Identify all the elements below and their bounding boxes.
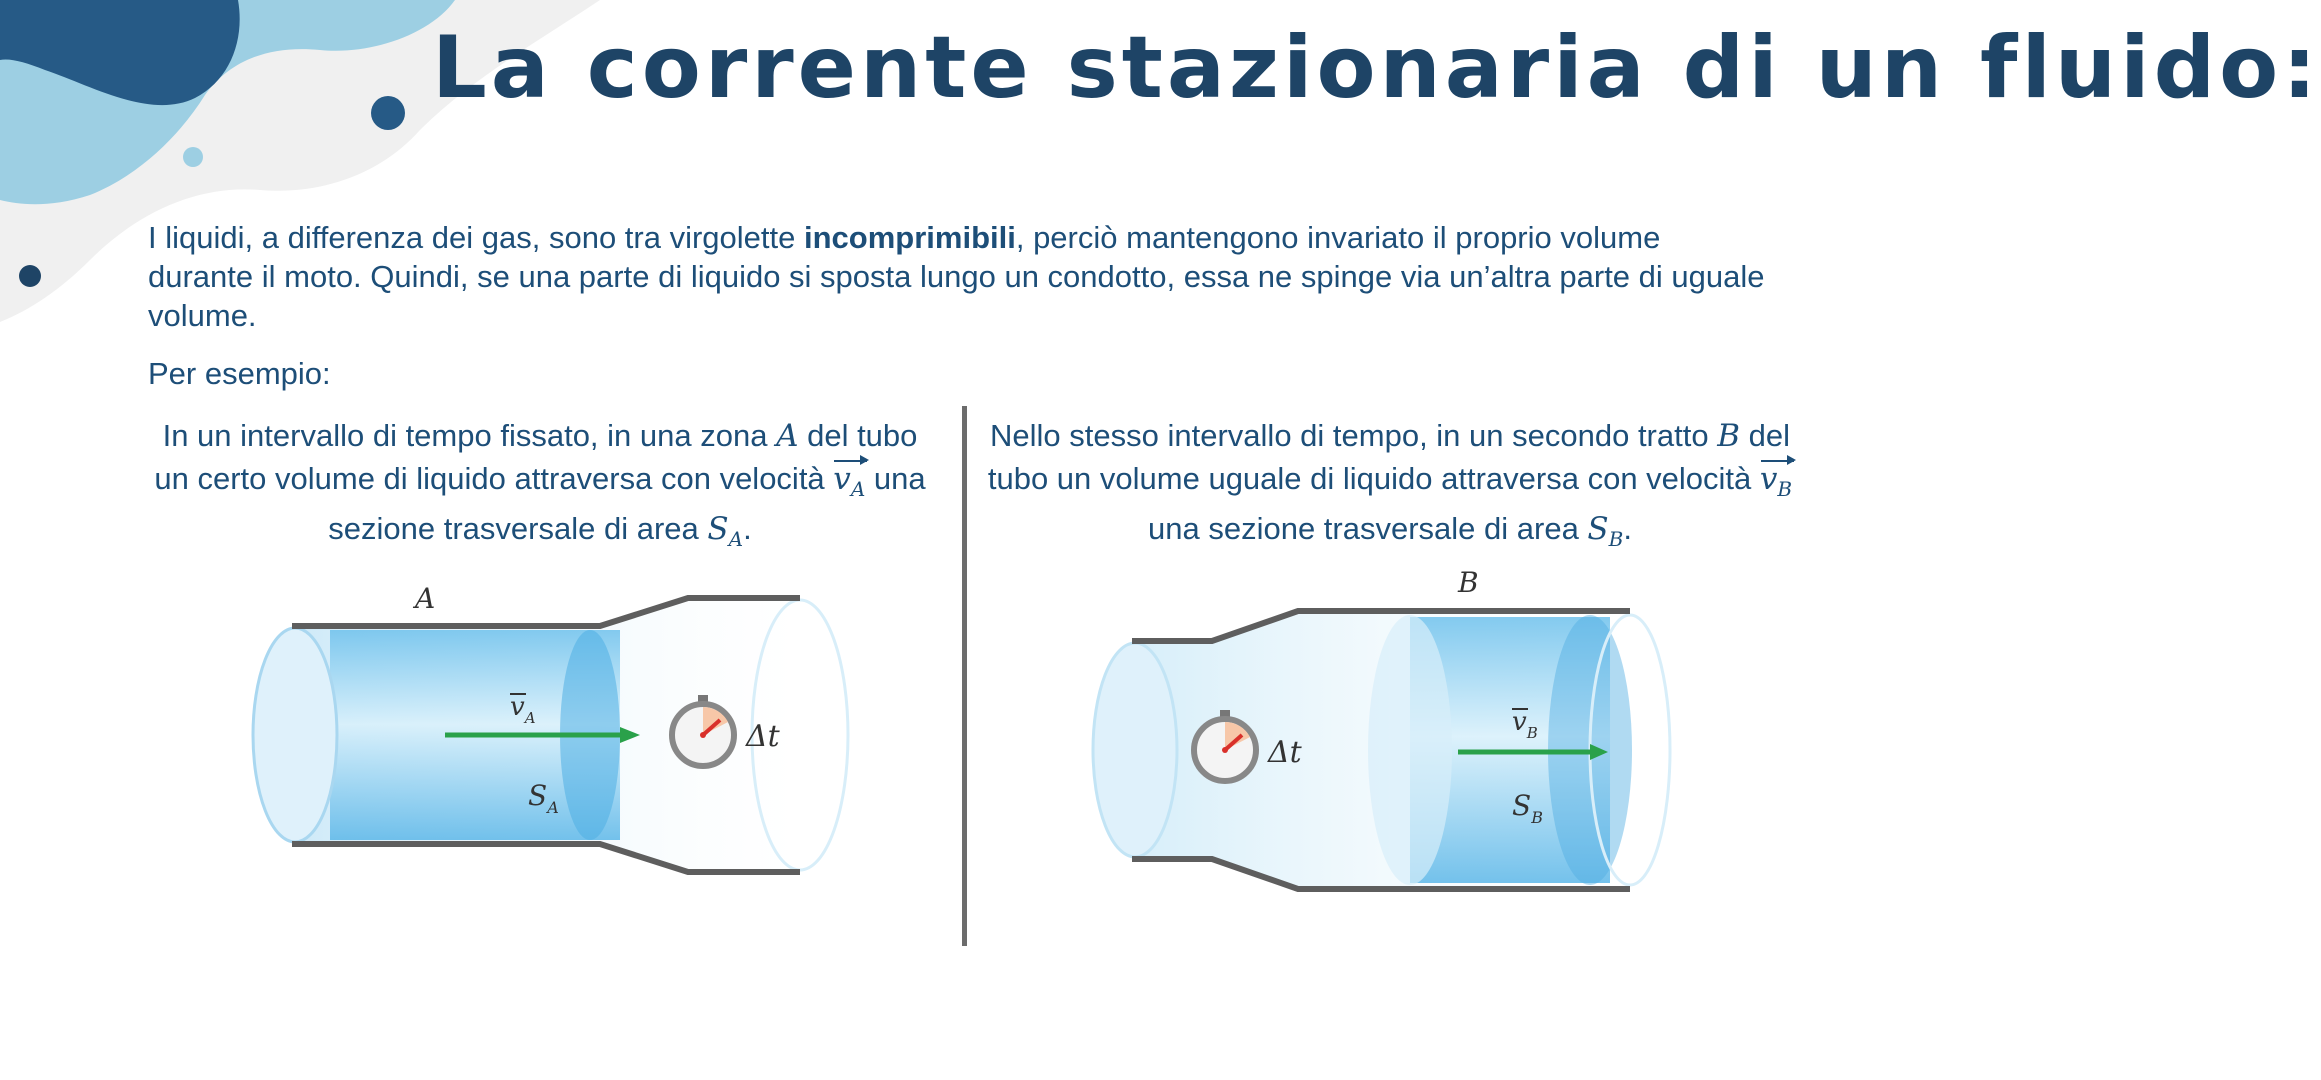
- pipe-figure-a: [240, 570, 860, 900]
- area-letter-a: S: [528, 779, 548, 812]
- intro-text-2: , perciò mantengono invariato il proprio volume durante il moto. Quindi, se una parte di liquido si sposta lungo un condotto, essa ne spinge via un’altra parte di uguale volume.: [148, 220, 1765, 333]
- velocity-sub-b: B: [1526, 724, 1538, 742]
- dark-dot: [371, 96, 405, 130]
- right-text-3: una sezione trasversale di area: [1148, 511, 1588, 547]
- left-area-sub: A: [728, 527, 744, 552]
- delta-t-label-b: Δt: [1268, 735, 1302, 770]
- right-velocity-vector: [1760, 456, 1792, 509]
- delta-t-label-a: Δt: [746, 719, 780, 754]
- inlet-ellipse: [253, 628, 337, 842]
- right-text-1: Nello stesso intervallo di tempo, in un secondo tratto: [990, 418, 1718, 453]
- left-period: .: [743, 511, 752, 547]
- left-zone-symbol: A: [776, 418, 799, 454]
- section-ellipse-b1: [1368, 615, 1452, 885]
- light-dot: [183, 147, 203, 167]
- right-velocity-symbol: v: [1759, 461, 1778, 497]
- example-label: Per esempio:: [148, 356, 331, 391]
- right-column-text: [975, 416, 1805, 559]
- area-sub-a: A: [547, 798, 559, 817]
- intro-text-1: I liquidi, a differenza dei gas, sono tra virgolette: [148, 220, 804, 255]
- small-dark-dot: [19, 265, 41, 287]
- velocity-letter-b: v: [1512, 707, 1527, 737]
- right-text-2: del tubo un volume uguale di liquido attraversa con velocità: [987, 418, 1790, 496]
- left-velocity-symbol: v: [833, 461, 851, 497]
- left-column-text: [150, 416, 930, 559]
- left-velocity-vector: [833, 456, 865, 509]
- left-text-1: In un intervallo di tempo fissato, in una zona: [162, 418, 777, 453]
- left-velocity-sub: A: [850, 477, 866, 502]
- zone-label-b: B: [1458, 566, 1479, 599]
- left-area-symbol: [707, 511, 744, 552]
- inlet-ellipse-b: [1093, 643, 1177, 857]
- velocity-letter-a: v: [510, 692, 525, 722]
- zone-label-a: A: [415, 582, 436, 615]
- pipe-figure-b: [1080, 565, 1700, 905]
- left-text-3: una sezione trasversale di area: [328, 461, 926, 547]
- left-text-2: del tubo un certo volume di liquido attraversa con velocità: [154, 418, 918, 496]
- right-zone-symbol: B: [1717, 418, 1740, 454]
- intro-bold-term: incomprimibili: [803, 220, 1016, 255]
- area-letter-b: S: [1512, 789, 1532, 822]
- right-area-sub: B: [1608, 527, 1624, 552]
- right-period: .: [1623, 511, 1632, 547]
- right-area-letter: S: [1587, 511, 1609, 548]
- column-divider: [962, 406, 967, 946]
- velocity-sub-a: A: [524, 709, 536, 727]
- area-sub-b: B: [1531, 808, 1543, 827]
- left-area-letter: S: [707, 511, 729, 548]
- intro-paragraph: [148, 218, 1768, 335]
- right-velocity-sub: B: [1777, 477, 1793, 502]
- page-title: La corrente stazionaria di un fluido:: [432, 18, 2321, 118]
- right-area-symbol: [1587, 511, 1624, 552]
